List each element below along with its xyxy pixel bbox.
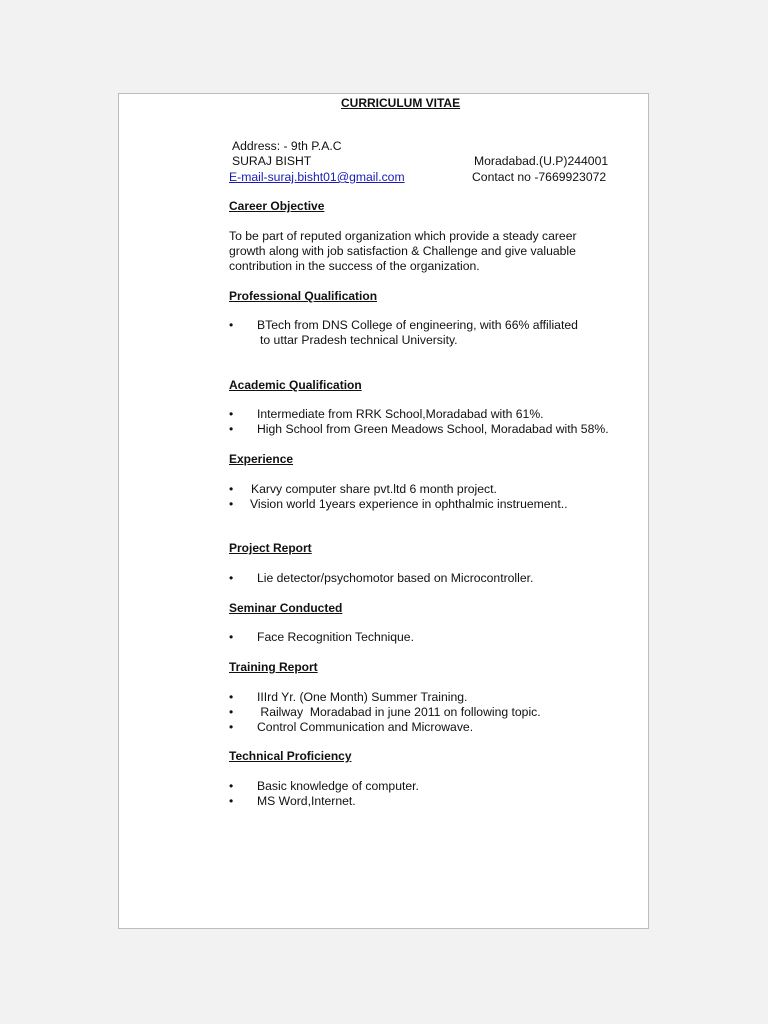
list-item: Basic knowledge of computer. bbox=[257, 779, 419, 793]
list-item: to uttar Pradesh technical University. bbox=[260, 333, 458, 347]
career-objective-heading: Career Objective bbox=[229, 199, 325, 213]
email-link[interactable]: E-mail-suraj.bisht01@gmail.com bbox=[229, 170, 405, 184]
document-title: CURRICULUM VITAE bbox=[341, 96, 461, 110]
bullet-icon: • bbox=[229, 422, 234, 436]
list-item: Intermediate from RRK School,Moradabad with 61%. bbox=[257, 407, 544, 421]
bullet-icon: • bbox=[229, 630, 234, 644]
academic-qualification-heading: Academic Qualification bbox=[229, 378, 362, 392]
bullet-icon: • bbox=[229, 720, 234, 734]
list-item: Railway Moradabad in june 2011 on following topic. bbox=[257, 705, 541, 719]
bullet-icon: • bbox=[229, 482, 234, 496]
city-text: Moradabad.(U.P)244001 bbox=[474, 154, 609, 168]
address-label: Address: - 9th P.A.C bbox=[232, 139, 342, 153]
list-item: Vision world 1years experience in ophthalmic instruement.. bbox=[250, 497, 568, 511]
career-objective-line: growth along with job satisfaction & Challenge and give valuable bbox=[229, 244, 576, 258]
bullet-icon: • bbox=[229, 407, 234, 421]
project-report-heading: Project Report bbox=[229, 541, 312, 555]
phone-text: Contact no -7669923072 bbox=[472, 170, 607, 184]
list-item: Face Recognition Technique. bbox=[257, 630, 414, 644]
technical-proficiency-heading: Technical Proficiency bbox=[229, 749, 352, 763]
list-item: High School from Green Meadows School, Moradabad with 58%. bbox=[257, 422, 609, 436]
training-report-heading: Training Report bbox=[229, 660, 318, 674]
bullet-icon: • bbox=[229, 497, 234, 511]
list-item: Control Communication and Microwave. bbox=[257, 720, 474, 734]
list-item: Lie detector/psychomotor based on Microcontroller. bbox=[257, 571, 534, 585]
professional-qualification-heading: Professional Qualification bbox=[229, 289, 378, 303]
bullet-icon: • bbox=[229, 705, 234, 719]
career-objective-line: To be part of reputed organization which provide a steady career bbox=[229, 229, 577, 243]
list-item: BTech from DNS College of engineering, with 66% affiliated bbox=[257, 318, 578, 332]
career-objective-line: contribution in the success of the organization. bbox=[229, 259, 480, 273]
bullet-icon: • bbox=[229, 571, 234, 585]
list-item: MS Word,Internet. bbox=[257, 794, 356, 808]
bullet-icon: • bbox=[229, 794, 234, 808]
bullet-icon: • bbox=[229, 779, 234, 793]
bullet-icon: • bbox=[229, 318, 234, 332]
list-item: IIIrd Yr. (One Month) Summer Training. bbox=[257, 690, 468, 704]
list-item: Karvy computer share pvt.ltd 6 month project. bbox=[251, 482, 497, 496]
candidate-name: SURAJ BISHT bbox=[232, 154, 312, 168]
seminar-conducted-heading: Seminar Conducted bbox=[229, 601, 343, 615]
bullet-icon: • bbox=[229, 690, 234, 704]
experience-heading: Experience bbox=[229, 452, 294, 466]
